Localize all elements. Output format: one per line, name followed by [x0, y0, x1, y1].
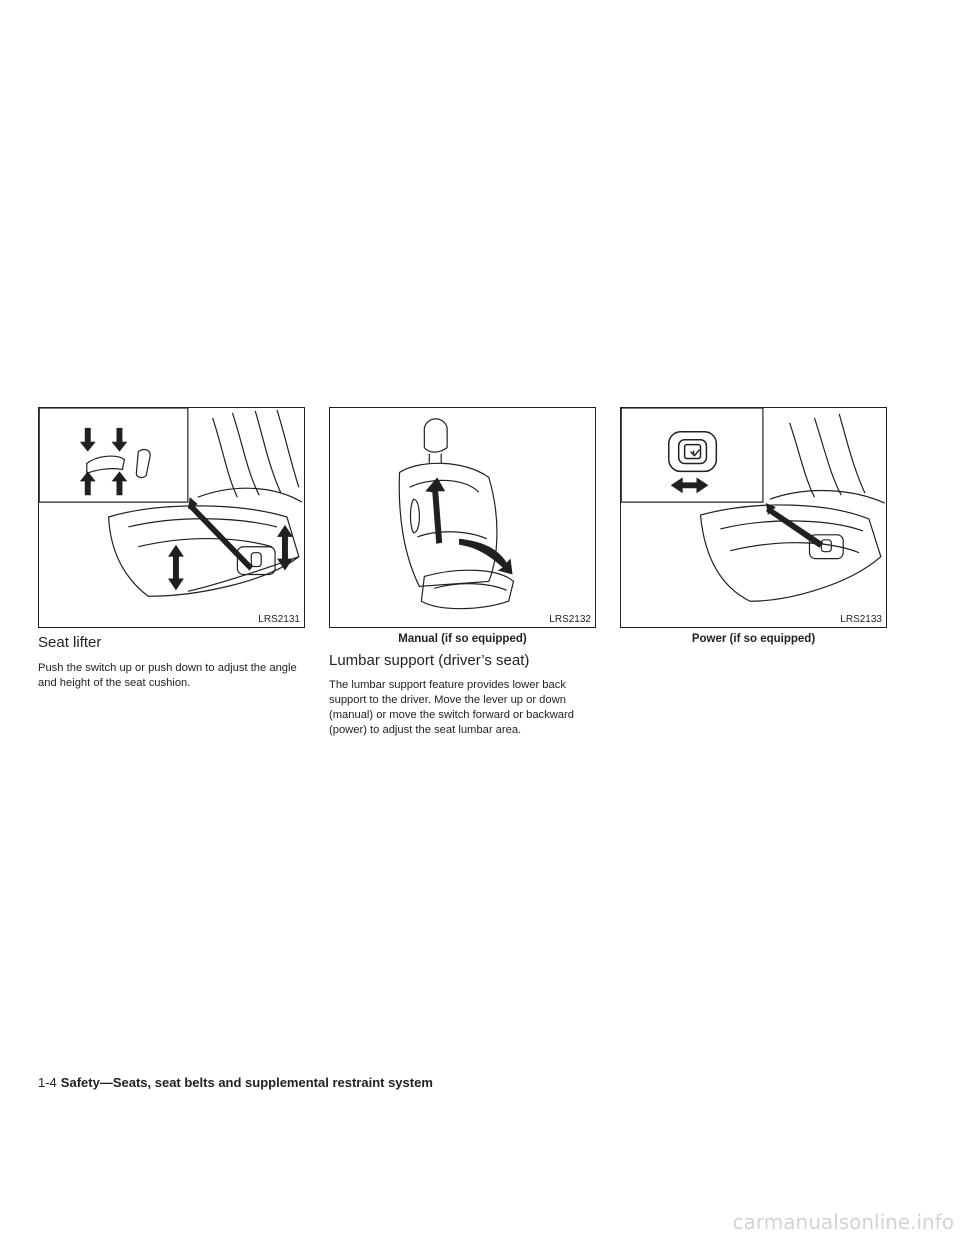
section-heading-seat-lifter: Seat lifter: [38, 634, 102, 651]
lumbar-manual-illustration: [330, 408, 595, 627]
figure-caption-power: Power (if so equipped): [691, 633, 816, 645]
pointer-arrow-icon: [766, 503, 823, 548]
page-number: 1-4: [38, 1075, 57, 1090]
seat-lifter-illustration: [39, 408, 304, 627]
figure-caption-manual: Manual (if so equipped): [398, 633, 527, 645]
section-body-lumbar: The lumbar support feature provides lower back support to the driver. Move the lever up or down (manual) or move the switch forward or backward (power) to adjust the seat lumbar area.: [329, 679, 574, 736]
curved-arrow-icon: [425, 477, 512, 574]
page-footer: [38, 1075, 433, 1091]
chapter-title: Safety—Seats, seat belts and supplemental restraint system: [60, 1075, 433, 1090]
figure-lumbar-power: [620, 407, 887, 628]
up-down-arrow-icon: [168, 525, 293, 590]
figure-lumbar-manual: [329, 407, 596, 628]
figure-code: LRS2133: [840, 614, 882, 625]
lumbar-power-illustration: [621, 408, 886, 627]
watermark: carmanualsonline.info: [732, 1210, 954, 1234]
section-body-seat-lifter: Push the switch up or push down to adjust the angle and height of the seat cushion.: [38, 662, 297, 689]
figure-seat-lifter: [38, 407, 305, 628]
figure-code: LRS2132: [549, 614, 591, 625]
figure-code: LRS2131: [258, 614, 300, 625]
section-heading-lumbar: Lumbar support (driver’s seat): [329, 652, 530, 669]
